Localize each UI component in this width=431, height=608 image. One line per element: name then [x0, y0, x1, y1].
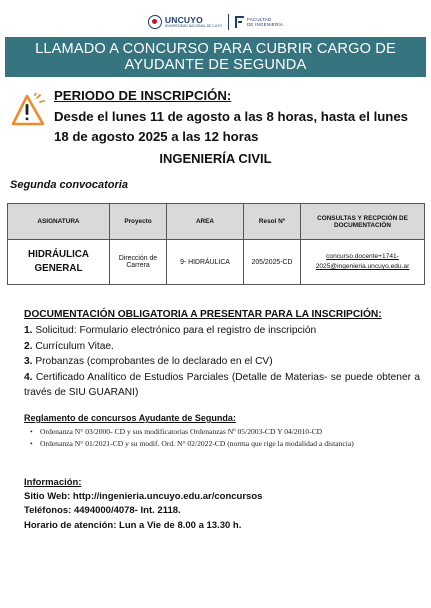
list-item: • Ordenanza N° 01/2021-CD y su modif. Ord. N° 02/2022-CD (norma que rige la modalidad a distancia) [30, 438, 420, 450]
item-text: Currículum Vitae. [35, 340, 114, 352]
uncuyo-logo [148, 15, 222, 29]
informacion-title: Información: [24, 477, 82, 488]
university-seal-icon [148, 15, 162, 29]
title-banner [5, 37, 426, 77]
header-consultas: CONSULTAS Y RECPCIÓN DE DOCUMENTACIÓN [301, 204, 425, 240]
contact-email-line2[interactable]: 2025@ingenieria.uncuyo.edu.ar [315, 263, 410, 270]
carrera-title: INGENIERÍA CIVIL [159, 151, 272, 166]
header-asignatura: ASIGNATURA [8, 204, 110, 240]
banner-line2: AYUDANTE DE SEGUNDA [124, 57, 307, 73]
cell-resol: 205/2025-CD [244, 240, 301, 285]
university-name: UNCUYO [164, 14, 203, 25]
faculty-logo [235, 16, 283, 28]
faculty-line1: FACULTAD [246, 16, 272, 22]
header-proyecto: Proyecto [110, 204, 167, 240]
informacion-web[interactable]: Sitio Web: http://ingenieria.uncuyo.edu.ar/concursos [24, 491, 263, 503]
logo-divider [228, 14, 229, 30]
list-item [24, 339, 420, 355]
header-area: AREA [167, 204, 244, 240]
faculty-mark-icon [235, 16, 244, 28]
table-header-row [8, 204, 425, 240]
list-item: • Ordenanza N° 03/2000- CD y sus modificatorias Ordenanzas Nº 05/2003-CD Y 04/2010-CD [30, 426, 420, 438]
cell-contacto[interactable] [301, 240, 425, 285]
item-number: 3. [24, 356, 33, 368]
contact-email-line1[interactable]: concurso.docente+1741- [326, 253, 399, 260]
cell-area: 9- HIDRÁULICA [167, 240, 244, 285]
convocatoria-label: Segunda convocatoria [10, 179, 128, 191]
list-item [24, 354, 420, 370]
header-resol: Resol Nº [244, 204, 301, 240]
warning-triangle-icon [10, 93, 48, 127]
periodo-title: PERIODO DE INSCRIPCIÓN: [54, 88, 232, 103]
item-number: 4. [24, 371, 33, 383]
item-text: Probanzas (comprobantes de lo declarado en el CV) [35, 356, 273, 368]
documentacion-title: DOCUMENTACIÓN OBLIGATORIA A PRESENTAR PARA LA INSCRIPCIÓN: [24, 309, 382, 320]
faculty-line2: DE INGENIERÍA [246, 22, 284, 27]
informacion-telefonos: Teléfonos: 4494000/4078- Int. 2118. [24, 505, 181, 517]
reglamento-list [30, 426, 420, 449]
periodo-dates: Desde el lunes 11 de agosto a las 8 horas, hasta el lunes 18 de agosto 2025 a las 12 horas [54, 109, 409, 144]
cell-asignatura: HIDRÁULICA GENERAL [8, 240, 110, 285]
item-text: Certificado Analítico de Estudios Parciales (Detalle de Materias- se puede obtener a través de SIU GUARANI) [24, 371, 420, 399]
concurso-table [7, 203, 425, 285]
item-number: 1. [24, 325, 33, 336]
list-item [24, 323, 420, 339]
banner-line1: LLAMADO A CONCURSO PARA CUBRIR CARGO DE [35, 41, 396, 57]
header-logos [0, 10, 431, 34]
informacion-horario: Horario de atención: Lun a Vie de 8.00 a 13.30 h. [24, 519, 242, 531]
table-row [8, 240, 425, 285]
item-number: 2. [24, 340, 33, 352]
documentacion-list [24, 323, 420, 401]
informacion-block [24, 476, 420, 533]
list-item [24, 370, 420, 401]
cell-proyecto: Dirección de Carrera [110, 240, 167, 285]
item-text: Solicitud: Formulario electrónico para el registro de inscripción [35, 325, 317, 336]
reglamento-title: Reglamento de concursos Ayudante de Segunda: [24, 413, 236, 423]
university-subtitle: UNIVERSIDAD NACIONAL DE CUYO [164, 24, 222, 29]
